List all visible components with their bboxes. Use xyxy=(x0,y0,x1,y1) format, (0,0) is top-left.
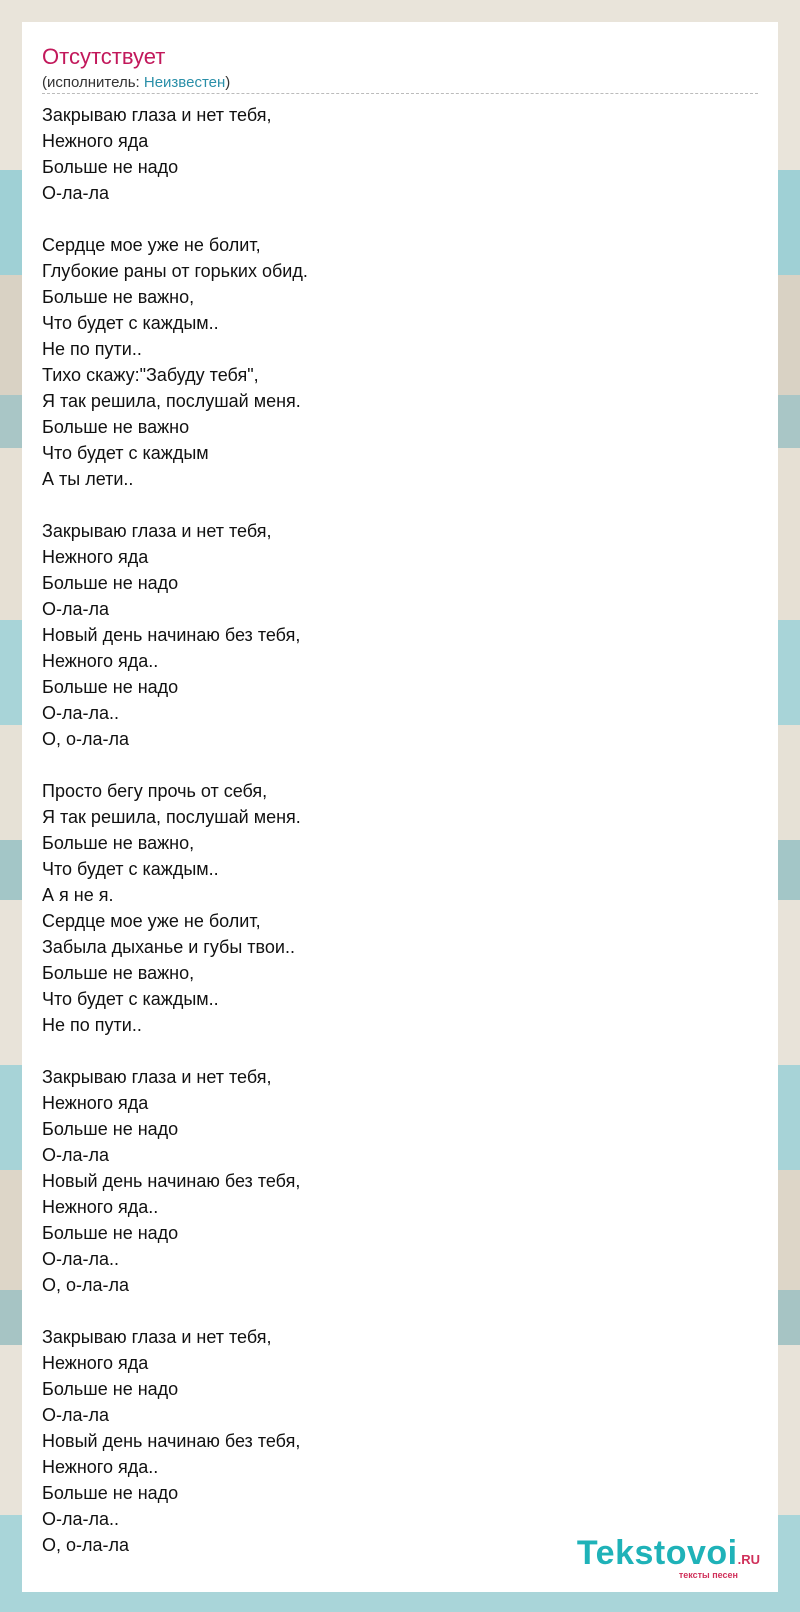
lyric-line: О-ла-ла xyxy=(42,1145,110,1165)
logo-tagline: тексты песен xyxy=(678,1570,738,1580)
lyric-line: О-ла-ла xyxy=(42,183,110,203)
lyric-line: О-ла-ла xyxy=(42,599,110,619)
lyric-line: Нежного яда xyxy=(42,547,149,567)
header-divider xyxy=(42,93,758,94)
logo-wordmark: Tekstovoi xyxy=(576,1534,738,1572)
lyric-line: Не по пути.. xyxy=(42,1015,142,1035)
lyric-line: Больше не важно xyxy=(42,417,190,437)
lyric-line: О-ла-ла.. xyxy=(42,703,120,723)
lyric-line: О, о-ла-ла xyxy=(42,1275,130,1295)
lyric-line: О, о-ла-ла xyxy=(42,729,130,749)
lyric-line: Просто бегу прочь от себя, xyxy=(42,781,268,801)
artist-line xyxy=(42,74,230,92)
lyric-line: Больше не надо xyxy=(42,157,179,177)
lyric-line: Что будет с каждым xyxy=(42,443,209,463)
artist-suffix: ) xyxy=(225,74,231,91)
lyric-line: Больше не надо xyxy=(42,1119,179,1139)
logo-domain: .RU xyxy=(737,1552,760,1567)
lyric-line: Тихо скажу:"Забуду тебя", xyxy=(42,365,259,385)
lyric-line: Что будет с каждым.. xyxy=(42,989,219,1009)
lyric-line: Нежного яда.. xyxy=(42,1197,159,1217)
lyric-line: Я так решила, послушай меня. xyxy=(42,807,301,827)
lyric-line: Закрываю глаза и нет тебя, xyxy=(42,105,272,125)
lyric-line: О-ла-ла xyxy=(42,1405,110,1425)
lyric-line: Сердце мое уже не болит, xyxy=(42,235,261,255)
lyric-line: Что будет с каждым.. xyxy=(42,313,219,333)
lyric-line: Новый день начинаю без тебя, xyxy=(42,1171,301,1191)
lyric-line: Больше не надо xyxy=(42,1379,179,1399)
lyric-line: Новый день начинаю без тебя, xyxy=(42,1431,301,1451)
artist-link[interactable]: Неизвестен xyxy=(143,74,226,91)
song-title: Отсутствует xyxy=(42,44,166,69)
site-logo[interactable] xyxy=(577,1536,760,1580)
stanza-gap xyxy=(42,752,742,778)
lyric-line: Нежного яда xyxy=(42,1093,149,1113)
lyric-line: Нежного яда.. xyxy=(42,1457,159,1477)
lyrics-body xyxy=(42,102,742,1558)
lyric-line: Сердце мое уже не болит, xyxy=(42,911,261,931)
lyric-line: Нежного яда xyxy=(42,131,149,151)
stanza-gap xyxy=(42,1298,742,1324)
lyric-line: О-ла-ла.. xyxy=(42,1509,120,1529)
lyric-line: Что будет с каждым.. xyxy=(42,859,219,879)
lyric-line: Нежного яда.. xyxy=(42,651,159,671)
lyric-line: Больше не надо xyxy=(42,1223,179,1243)
stanza-gap xyxy=(42,492,742,518)
lyric-line: Забыла дыханье и губы твои.. xyxy=(42,937,295,957)
lyric-line: Больше не надо xyxy=(42,677,179,697)
lyric-line: Я так решила, послушай меня. xyxy=(42,391,301,411)
lyric-line: Больше не важно, xyxy=(42,833,195,853)
stanza-gap xyxy=(42,1038,742,1064)
lyric-line: А ты лети.. xyxy=(42,469,134,489)
lyric-line: Закрываю глаза и нет тебя, xyxy=(42,1327,272,1347)
artist-prefix: (исполнитель: xyxy=(42,74,144,91)
lyric-line: Новый день начинаю без тебя, xyxy=(42,625,301,645)
lyrics-card xyxy=(22,22,778,1592)
lyric-line: Больше не важно, xyxy=(42,287,195,307)
lyric-line: Нежного яда xyxy=(42,1353,149,1373)
lyric-line: Закрываю глаза и нет тебя, xyxy=(42,521,272,541)
lyric-line: О-ла-ла.. xyxy=(42,1249,120,1269)
lyric-line: Больше не важно, xyxy=(42,963,195,983)
lyric-line: Больше не надо xyxy=(42,1483,179,1503)
lyric-line: А я не я. xyxy=(42,885,114,905)
lyric-line: Глубокие раны от горьких обид. xyxy=(42,261,308,281)
stanza-gap xyxy=(42,206,742,232)
lyric-line: О, о-ла-ла xyxy=(42,1535,130,1555)
lyric-line: Не по пути.. xyxy=(42,339,142,359)
lyric-line: Больше не надо xyxy=(42,573,179,593)
lyric-line: Закрываю глаза и нет тебя, xyxy=(42,1067,272,1087)
